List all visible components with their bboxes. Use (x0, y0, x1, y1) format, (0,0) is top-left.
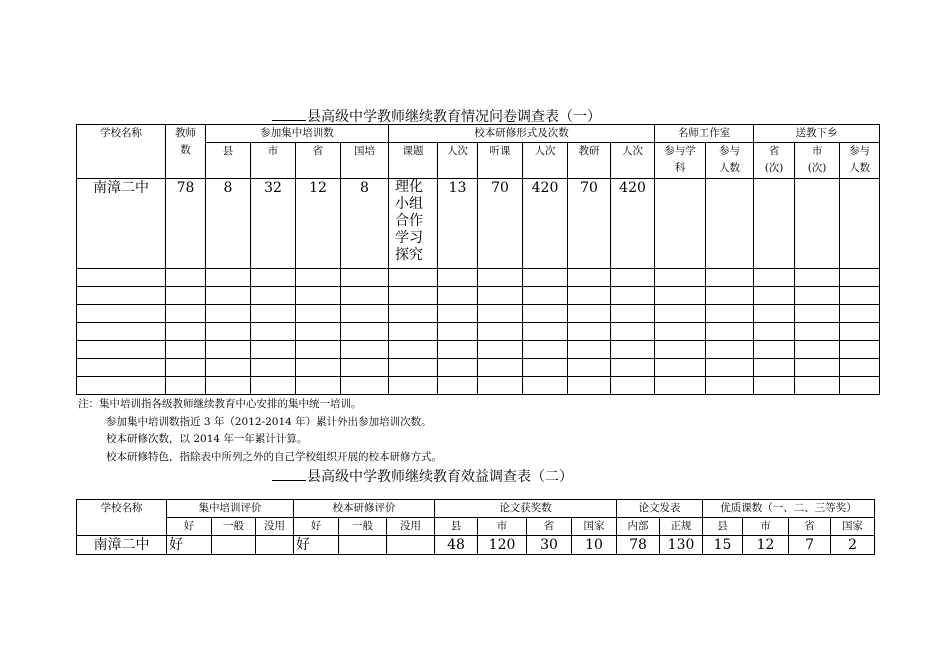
cell-teachers: 78 (166, 179, 206, 269)
cell-award-province: 30 (527, 536, 572, 555)
header-quality-lessons: 优质课数（一、二、三等奖） (703, 500, 875, 518)
table-row (77, 341, 880, 359)
note-line: 注：集中培训指各级教师继续教育中心安排的集中统一培训。 (78, 398, 362, 410)
note-line: 校本研修次数，以 2014 年一年累计计算。 (106, 433, 308, 445)
cell-national: 8 (341, 179, 389, 269)
cell-empty (655, 179, 706, 269)
cell-pub-formal: 130 (660, 536, 703, 555)
title-blank-line (272, 108, 306, 121)
table-row (77, 287, 880, 305)
header-paper-awards: 论文获奖数 (435, 500, 617, 518)
cell-topic: 理化小组合作学习探究 (389, 179, 438, 269)
cell-award-county: 48 (435, 536, 478, 555)
cell-quality-national: 2 (831, 536, 875, 555)
header-award-city: 市 (478, 518, 527, 536)
table-row (77, 377, 880, 395)
table-row (77, 536, 875, 555)
cell-empty (840, 179, 880, 269)
header-quality-province: 省 (789, 518, 831, 536)
cell-lecture: 70 (478, 179, 523, 269)
header-quality-city: 市 (743, 518, 789, 536)
header-school-evaluation: 校本研修评价 (294, 500, 435, 518)
header-rural-province: 省 (次) (754, 143, 795, 179)
header-award-county: 县 (435, 518, 478, 536)
header-award-national: 国家 (572, 518, 617, 536)
header-county: 县 (206, 143, 251, 179)
cell-research: 70 (568, 179, 611, 269)
header-useless: 没用 (387, 518, 435, 536)
header-central-evaluation: 集中培训评价 (167, 500, 294, 518)
cell-quality-county: 15 (703, 536, 743, 555)
cell-empty (212, 536, 256, 555)
header-lecture-times: 人次 (523, 143, 568, 179)
table-row (77, 305, 880, 323)
header-school-research: 校本研修形式及次数 (389, 125, 655, 143)
table-row (77, 179, 880, 269)
header-good: 好 (294, 518, 339, 536)
title-blank-line (272, 468, 306, 481)
header-school-name: 学校名称 (77, 500, 167, 536)
header-paper-publication: 论文发表 (617, 500, 703, 518)
cell-research-times: 420 (611, 179, 655, 269)
cell-province: 12 (296, 179, 341, 269)
header-studio-people: 参与 人数 (706, 143, 754, 179)
header-award-province: 省 (527, 518, 572, 536)
cell-county: 8 (206, 179, 251, 269)
header-rural-people: 参与 人数 (840, 143, 880, 179)
cell-school: 南漳二中 (77, 179, 166, 269)
cell-lecture-times: 420 (523, 179, 568, 269)
table2-title: 县高级中学教师继续教育效益调查表（二） (272, 466, 573, 486)
note-line: 参加集中培训数指近 3 年（2012-2014 年）累计外出参加培训次数。 (106, 415, 432, 428)
header-research: 教研 (568, 143, 611, 179)
cell-school: 南漳二中 (77, 536, 167, 555)
header-teacher-count: 教师 数 (166, 125, 206, 179)
note-line: 校本研修特色，指除表中所列之外的自己学校组织开展的校本研修方式。 (106, 450, 442, 463)
cell-topic-times: 13 (438, 179, 478, 269)
header-rural-teaching: 送教下乡 (754, 125, 880, 143)
header-city: 市 (251, 143, 296, 179)
header-pub-internal: 内部 (617, 518, 660, 536)
continuing-education-survey-table (76, 124, 880, 395)
header-rural-city: 市 (次) (795, 143, 840, 179)
table-row (77, 323, 880, 341)
header-central-training: 参加集中培训数 (206, 125, 389, 143)
header-studio-subject: 参与学 科 (655, 143, 706, 179)
header-master-studio: 名师工作室 (655, 125, 754, 143)
header-national: 国培 (341, 143, 389, 179)
cell-pub-internal: 78 (617, 536, 660, 555)
cell-empty (256, 536, 294, 555)
header-lecture: 听课 (478, 143, 523, 179)
cell-quality-city: 12 (743, 536, 789, 555)
cell-empty (387, 536, 435, 555)
header-school-name: 学校名称 (77, 125, 166, 179)
cell-quality-province: 7 (789, 536, 831, 555)
header-quality-county: 县 (703, 518, 743, 536)
header-useless: 没用 (256, 518, 294, 536)
cell-empty (754, 179, 795, 269)
table-row (77, 359, 880, 377)
header-research-times: 人次 (611, 143, 655, 179)
cell-award-city: 120 (478, 536, 527, 555)
header-average: 一般 (212, 518, 256, 536)
table-notes (78, 396, 442, 466)
cell-award-national: 10 (572, 536, 617, 555)
education-benefit-survey-table (76, 499, 875, 555)
table1-title: 县高级中学教师继续教育情况问卷调查表（一） (272, 106, 601, 126)
header-pub-formal: 正规 (660, 518, 703, 536)
cell-empty (339, 536, 387, 555)
cell-central-good: 好 (167, 536, 212, 555)
header-topic-times: 人次 (438, 143, 478, 179)
cell-empty (795, 179, 840, 269)
cell-city: 32 (251, 179, 296, 269)
cell-school-good: 好 (294, 536, 339, 555)
header-province: 省 (296, 143, 341, 179)
table-row (77, 269, 880, 287)
header-quality-national: 国家 (831, 518, 875, 536)
header-good: 好 (167, 518, 212, 536)
header-average: 一般 (339, 518, 387, 536)
header-topic: 课题 (389, 143, 438, 179)
cell-empty (706, 179, 754, 269)
